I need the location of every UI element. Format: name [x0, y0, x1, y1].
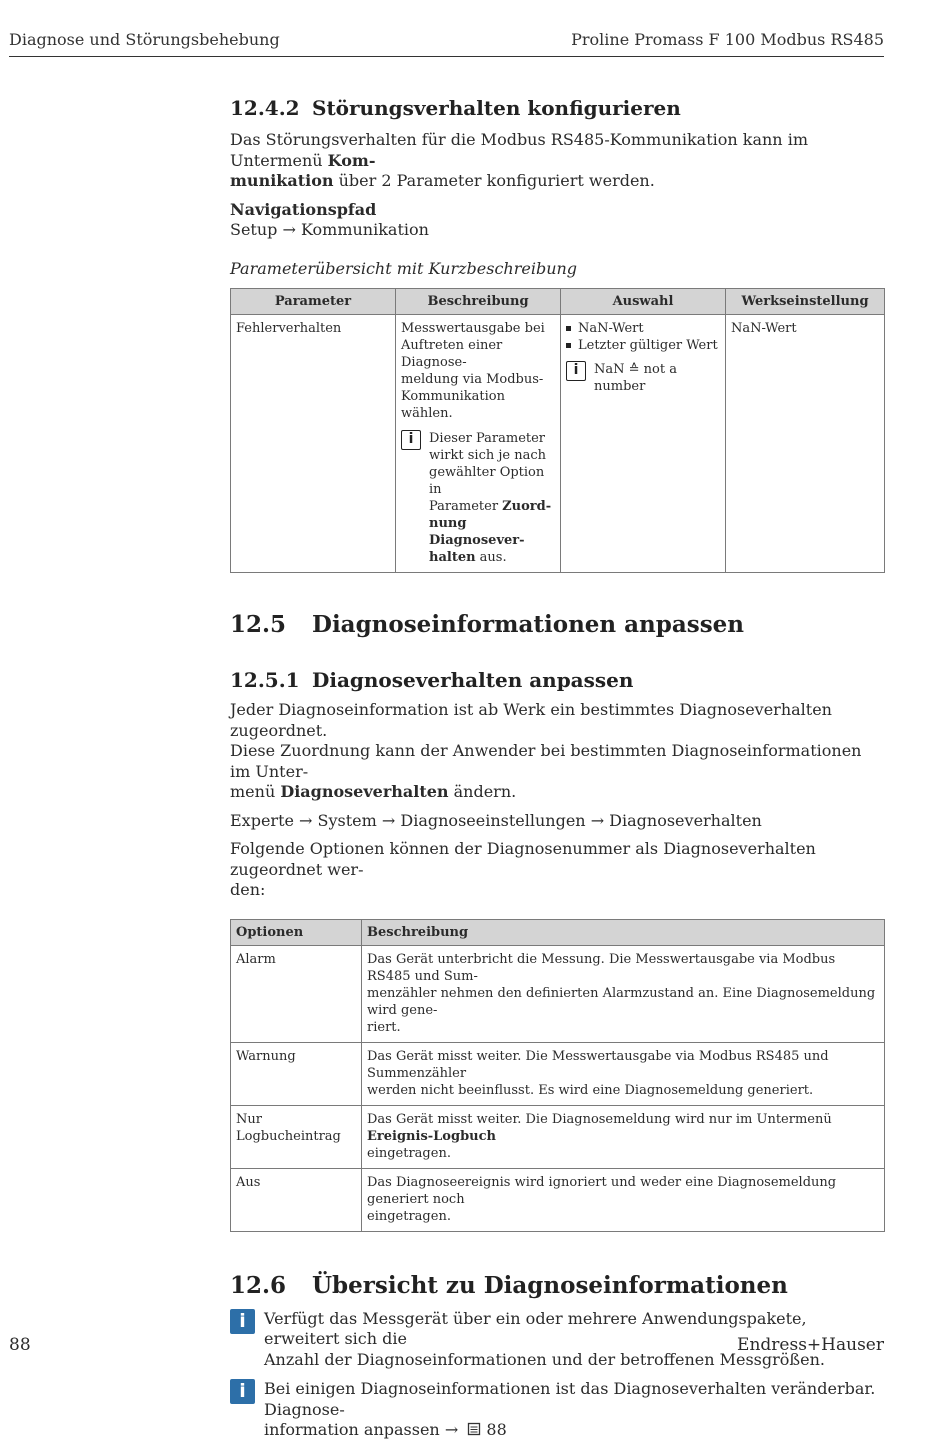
page-reference-link[interactable]: 88	[486, 1420, 507, 1439]
bullet-icon	[566, 326, 571, 331]
text-line	[429, 549, 555, 566]
text-line: Auftreten einer Diagnose-	[401, 338, 503, 370]
option-cell: Nur Logbucheintrag	[231, 1105, 362, 1168]
table-row	[231, 1105, 885, 1168]
note-text	[429, 430, 555, 566]
paragraph	[230, 839, 885, 901]
text-line: Das Gerät misst weiter. Die Messwertausgabe via Modbus RS485 und Summenzähler	[367, 1048, 829, 1081]
column-header: Optionen	[231, 919, 362, 945]
text: Diese Zuordnung kann der Anwender bei bestimmten Diagnoseinformationen im Unter-	[230, 741, 862, 781]
page-reference-icon	[467, 1422, 481, 1436]
param-name: nung Diagnosever-	[429, 516, 525, 548]
section-heading-12-6	[230, 1272, 885, 1299]
text-line: Messwertausgabe bei	[401, 321, 545, 336]
table-row	[231, 1168, 885, 1231]
page-number: 88	[9, 1335, 31, 1355]
text: Anzahl der Diagnoseinformationen und der betroffenen Messgrößen.	[264, 1349, 825, 1369]
header-rule	[9, 56, 884, 57]
text-line	[367, 1111, 879, 1145]
option-cell: Warnung	[231, 1042, 362, 1105]
option-cell: Alarm	[231, 945, 362, 1042]
param-cell: Fehlerverhalten	[231, 315, 396, 573]
text: Verfügt das Messgerät über ein oder mehrere Anwendungspakete, erweitert sich die	[264, 1308, 807, 1348]
text-line: Kommunikation wählen.	[401, 389, 505, 421]
menu-name: Diagnoseverhalten	[280, 782, 449, 801]
text: aus.	[475, 550, 507, 565]
running-header-product: Proline Promass F 100 Modbus RS485	[571, 30, 884, 49]
text-line: wirkt sich je nach	[429, 448, 546, 463]
paragraph	[230, 700, 885, 803]
section-number: 12.6	[230, 1271, 287, 1299]
text: Das Gerät misst weiter. Die Diagnosemeldung wird nur im Untermenü	[367, 1111, 832, 1127]
section-heading-12-5-1	[230, 668, 885, 692]
info-icon: i	[566, 361, 586, 381]
menu-path: Experte → System → Diagnoseeinstellungen → Diagnoseverhalten	[230, 810, 762, 830]
text-line: Das Gerät unterbricht die Messung. Die Messwertausgabe via Modbus RS485 und Sum-	[367, 951, 836, 984]
note	[566, 361, 720, 395]
description-cell	[362, 1042, 885, 1105]
text-line: riert.	[367, 1019, 401, 1035]
text: Folgende Optionen können der Diagnosenummer als Diagnoseverhalten zugeordnet wer-	[230, 839, 816, 879]
description-cell	[362, 1168, 885, 1231]
menu-name: Kom-	[327, 150, 376, 170]
description-cell	[362, 945, 885, 1042]
description-cell	[396, 315, 561, 573]
parameter-table	[230, 288, 885, 573]
section-heading-12-5	[230, 611, 885, 638]
info-icon: i	[230, 1379, 255, 1404]
text: ändern.	[448, 782, 517, 801]
text-line: gewählter Option in	[429, 465, 545, 497]
text-line: Dieser Parameter	[429, 431, 546, 446]
text-line: Das Diagnoseereignis wird ignoriert und weder eine Diagnosemeldung generiert noch	[367, 1174, 837, 1207]
column-header: Beschreibung	[362, 919, 885, 945]
page-content	[230, 96, 885, 1441]
running-header-chapter: Diagnose und Störungsbehebung	[9, 30, 280, 49]
column-header: Beschreibung	[396, 289, 561, 315]
column-header: Werkseinstellung	[726, 289, 885, 315]
text: über 2 Parameter konfiguriert werden.	[333, 171, 655, 190]
section-number: 12.5.1	[230, 668, 300, 692]
info-text	[264, 1379, 885, 1441]
text: Jeder Diagnoseinformation ist ab Werk ein bestimmtes Diagnoseverhalten zugeordnet.	[230, 700, 832, 740]
info-note	[230, 1379, 885, 1441]
note-text: NaN ≙ not a number	[594, 362, 677, 394]
text: Bei einigen Diagnoseinformationen ist das Diagnoseverhalten veränderbar. Diagnose-	[264, 1379, 876, 1419]
text-line: meldung via Modbus-	[401, 372, 544, 387]
param-name: halten	[429, 550, 476, 565]
brand-name: Endress+Hauser	[737, 1335, 884, 1355]
option-cell: Aus	[231, 1168, 362, 1231]
section-title: Diagnoseverhalten anpassen	[312, 668, 634, 692]
text-line: eingetragen.	[367, 1208, 451, 1224]
section-number: 12.4.2	[230, 96, 300, 120]
table-row	[231, 315, 885, 573]
info-icon: i	[401, 430, 421, 450]
section-heading-12-4-2	[230, 96, 885, 120]
info-icon: i	[230, 1309, 255, 1334]
list-item	[566, 320, 720, 337]
text-line	[429, 498, 555, 515]
text: information anpassen →	[264, 1420, 464, 1439]
intro-paragraph	[230, 130, 885, 192]
text: menü	[230, 782, 281, 801]
option-text: Letzter gültiger Wert	[578, 338, 718, 353]
section-title: Diagnoseinformationen anpassen	[312, 611, 745, 638]
menu-name: Ereignis-Logbuch	[367, 1128, 496, 1144]
section-number: 12.5	[230, 611, 287, 638]
nav-path: Setup → Kommunikation	[230, 220, 429, 239]
list-item	[566, 337, 720, 354]
menu-name-cont: munikation	[230, 171, 334, 190]
text: den:	[230, 880, 266, 899]
default-cell: NaN-Wert	[726, 315, 885, 573]
text-line: menzähler nehmen den definierten Alarmzustand an. Eine Diagnosemeldung wird gene-	[367, 985, 876, 1018]
text: Das Störungsverhalten für die Modbus RS485-Kommunikation kann im Untermenü	[230, 130, 808, 170]
nav-path-label: Navigationspfad	[230, 199, 377, 219]
bullet-icon	[566, 343, 571, 348]
section-title: Übersicht zu Diagnoseinformationen	[312, 1271, 788, 1299]
options-table	[230, 919, 885, 1232]
section-title: Störungsverhalten konfigurieren	[312, 96, 681, 120]
table-row	[231, 1042, 885, 1105]
param-name: Zuord-	[502, 499, 552, 514]
column-header: Auswahl	[561, 289, 726, 315]
column-header: Parameter	[231, 289, 396, 315]
text: Parameter	[429, 499, 503, 514]
note	[401, 430, 555, 566]
text-line: eingetragen.	[367, 1145, 451, 1161]
option-text: NaN-Wert	[578, 321, 644, 336]
text-line: werden nicht beeinflusst. Es wird eine Diagnosemeldung generiert.	[367, 1082, 814, 1098]
options-cell	[561, 315, 726, 573]
table-row	[231, 945, 885, 1042]
table-caption: Parameterübersicht mit Kurzbeschreibung	[230, 258, 578, 278]
description-cell	[362, 1105, 885, 1168]
